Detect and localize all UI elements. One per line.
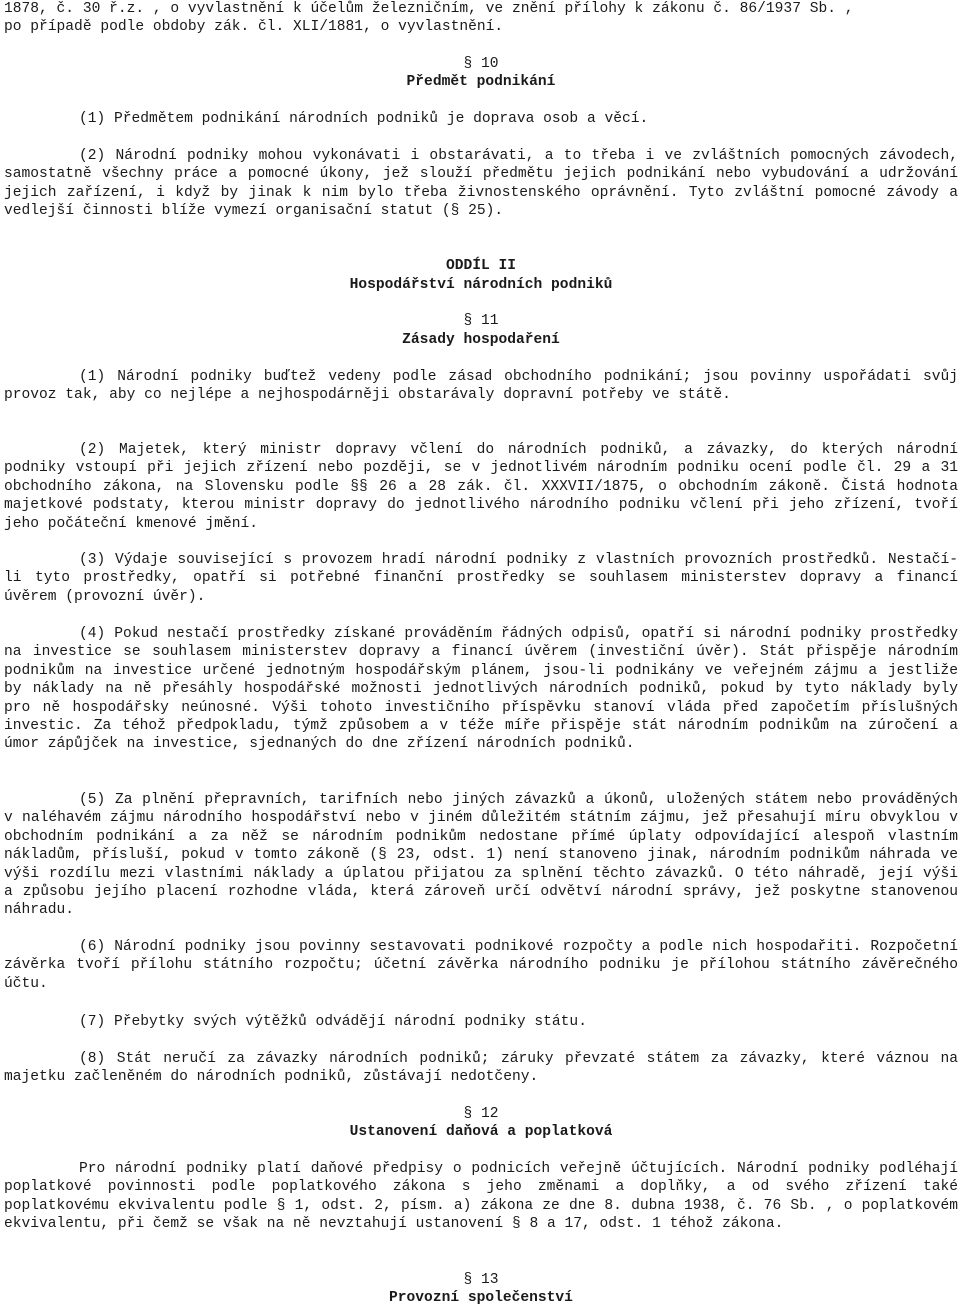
intro-line-1: 1878, č. 30 ř.z. , o vyvlastnění k účelům železničním, ve znění přílohy k zákonu č. 86/1937 Sb. ,: [4, 1, 854, 17]
section-13-number: § 13: [463, 1272, 499, 1288]
section-10-number: § 10: [463, 56, 499, 72]
section-12-title: Ustanovení daňová a poplatková: [349, 1124, 613, 1140]
section-12-number: § 12: [463, 1106, 499, 1122]
section-11-number: § 11: [463, 313, 499, 329]
section-12-paragraph: Pro národní podniky platí daňové předpisy o podnicích veřejně účtujících. Národní podniky podléhají poplatkové povinnosti podle poplatkového zákona s jeho změnami a doplňky, a od svého zřízení také poplatkovému ekvivalentu podle § 1, odst. 2, písm. a) zákona ze dne 8. dubna 1938, č. 76 Sb. , o poplatkovém ekvivalentu, při čemž se však na ně nevztahují ustanovení § 8 a 17, odst. 1 téhož zákona.: [4, 1161, 958, 1233]
section-11-paragraph-6: (6) Národní podniky jsou povinny sestavovati podnikové rozpočty a podle nich hospodařiti. Rozpočetní závěrka tvoří přílohu státního rozpočtu; účetní závěrka národního podniku je přílohou státního závěrečného účtu.: [4, 939, 958, 992]
part-2-title: Hospodářství národních podniků: [349, 277, 613, 293]
section-11-paragraph-7: (7) Přebytky svých výtěžků odvádějí národní podniky státu.: [79, 1014, 587, 1030]
section-11-paragraph-5: (5) Za plnění přepravních, tarifních nebo jiných závazků a úkonů, uložených státem nebo prováděných v naléhavém zájmu národního hospodářství nebo v jiném důležitém státním zájmu, jež přesahují míru obvyklou v obchodním podnikání a za něž se národním podnikům nedostane přímé úplaty odpovídající alespoň vlastním nákladům, přísluší, pokud v tomto zákoně (§ 23, odst. 1) není stanoveno jinak, národním podnikům náhrada ve výši rozdílu mezi vlastními náklady a úplatou přijatou za splnění těchto závazků. O této náhradě, její výši a způsobu jejího placení rozhodne vláda, která zároveň určí odvětví národní správy, jež poskytne stanovenou náhradu.: [4, 792, 958, 919]
section-13-title: Provozní společenství: [389, 1290, 573, 1306]
section-11-paragraph-4: (4) Pokud nestačí prostředky získané prováděním řádných odpisů, opatří si národní podniky prostředky na investice se souhlasem ministerstev dopravy a financí úvěrem (investiční úvěr). Stát přispěje národním podnikům na investice určené jednotným hospodářským plánem, jsou-li podnikány ve veřejném zájmu a jestliže by náklady na ně přesáhly hospodářské možnosti jednotlivých národních podniků, pokud by tyto náklady byly pro ně hospodářsky neúnosné. Výši tohoto investičního příspěvku stanoví vláda před započetím příslušných investic. Za téhož předpokladu, týmž způsobem a v téže míře přispěje stát národním podnikům na zúročení a úmor zápůjček na investice, sjednaných do dne zřízení národních podniků.: [4, 626, 958, 753]
part-2-heading: ODDÍL II: [445, 258, 517, 274]
section-10-paragraph-1: (1) Předmětem podnikání národních podniků je doprava osob a věcí.: [79, 111, 649, 127]
section-11-title: Zásady hospodaření: [402, 332, 560, 348]
section-10-paragraph-2: (2) Národní podniky mohou vykonávati i obstarávati, a to třeba i ve zvláštních pomocných závodech, samostatně všechny práce a pomocné úkony, jež slouží předmětu jejich podnikání nebo vybudování a udržování jejich zařízení, i když by jinak k nim bylo třeba živnostenského oprávnění. Tyto zvláštní pomocné závody a vedlejší činnosti blíže vymezí organisační statut (§ 25).: [4, 148, 958, 220]
section-10-title: Předmět podnikání: [406, 74, 556, 90]
section-11-paragraph-8: (8) Stát neručí za závazky národních podniků; záruky převzaté státem za závazky, které váznou na majetku začleněném do národních podniků, zůstávají nedotčeny.: [4, 1051, 958, 1086]
section-11-paragraph-3: (3) Výdaje související s provozem hradí národní podniky z vlastních provozních prostředků. Nestačí-li tyto prostředky, opatří si potřebné finanční prostředky se souhlasem ministerstev dopravy a financí úvěrem (provozní úvěr).: [4, 552, 958, 605]
section-11-paragraph-2: (2) Majetek, který ministr dopravy včlení do národních podniků, a závazky, do kterých národní podniky vstoupí při jejich zřízení nebo později, se v jednotlivém národním podniku ocení podle čl. 29 a 31 obchodního zákona, na Slovensku podle §§ 26 a 28 zák. čl. XXXVII/1875, o obchodním zákoně. Čistá hodnota majetkové podstaty, kterou ministr dopravy do jednotlivého národního podniku včlení při jeho zřízení, tvoří jeho počáteční kmenové jmění.: [4, 442, 958, 532]
intro-line-2: po případě podle obdoby zák. čl. XLI/1881, o vyvlastnění.: [4, 19, 504, 35]
section-11-paragraph-1: (1) Národní podniky buďtež vedeny podle zásad obchodního podnikání; jsou povinny uspořádati svůj provoz tak, aby co nejlépe a nejhospodárněji obstarávaly dopravní potřeby ve státě.: [4, 369, 958, 404]
